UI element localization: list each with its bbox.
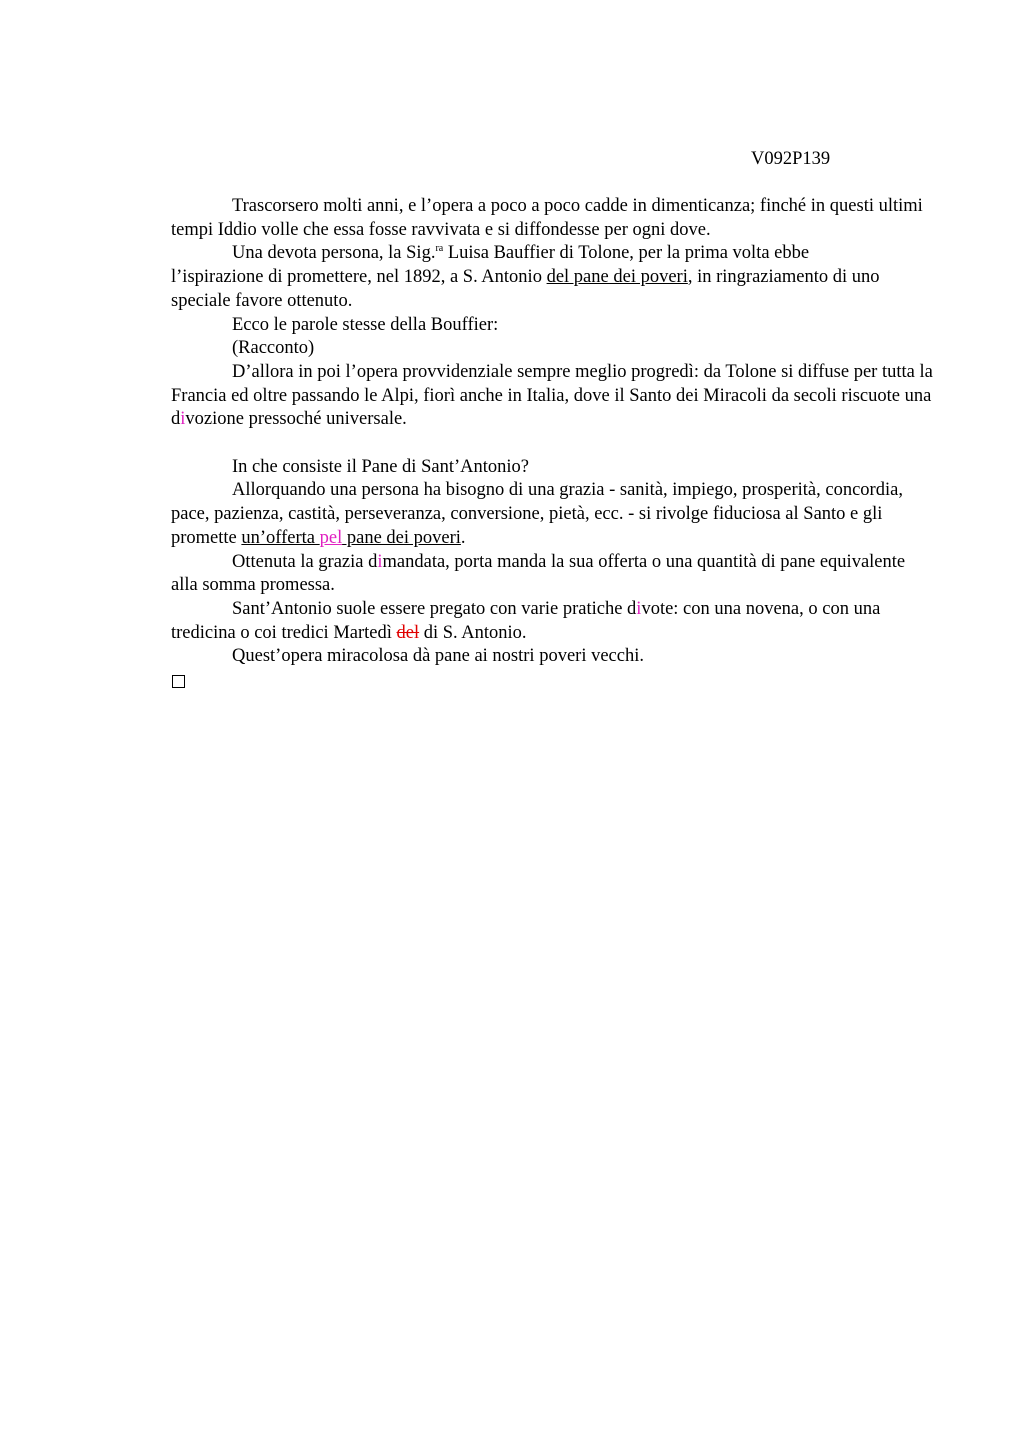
paragraph-9 [171,598,936,645]
paragraph-5-text-a: D’allora in poi l’opera provvidenziale sempre meglio progredì: da Tolone si diffuse per tutta la Francia ed oltre passando le Alpi, fiorì anche in Italia, dove il Santo dei Miracoli da secoli riscuote una d [171,361,933,430]
paragraph-2 [171,242,936,313]
blank-line [171,432,936,456]
paragraph-8-text-b: mandata, porta manda la sua offerta o una quantità di pane equivalente alla somma promessa. [171,551,906,596]
insertion-mark: i [180,409,186,430]
underlined-offerta-text: un’offerta [241,527,320,548]
underlined-offerta [241,528,461,548]
paragraph-9-text-a: Sant’Antonio suole essere pregato con varie pratiche d [232,598,637,619]
superscript-ra: ra [435,243,444,255]
paragraph-10: Quest’opera miracolosa dà pane ai nostri poveri vecchi. [232,646,644,667]
paragraph-7-text-a: Allorquando una persona ha bisogno di una grazia - sanità, impiego, prosperità, concordia, pace, pazienza, castità, perseveranza, conversione, pietà, ecc. - si rivolge fiduciosa al Santo e gli promette [171,480,903,548]
paragraph-8 [171,551,936,598]
document-body [171,195,936,688]
paragraph-3: Ecco le parole stesse della Bouffier: [232,314,499,335]
underlined-pane-text: pane dei poveri [342,527,461,548]
deletion-del: del [396,622,420,643]
page-identifier: V092P139 [751,149,831,169]
insertion-mark: i [636,598,642,619]
paragraph-4: (Racconto) [232,338,315,359]
paragraph-8-text-a: Ottenuta la grazia d [232,551,378,572]
paragraph-2-text-c: , in ringraziamento di uno speciale favore ottenuto. [171,267,880,311]
insertion-pel: pel [319,527,343,548]
underlined-pane-dei-poveri: del pane dei poveri [546,267,688,288]
paragraph-5 [171,361,936,432]
insertion-mark: i [377,551,383,572]
paragraph-6-question: In che consiste il Pane di Sant’Antonio? [232,456,529,477]
checkbox-square-icon [172,675,185,688]
paragraph-2-text-a: Una devota persona, la Sig. [232,243,436,264]
paragraph-9-text-c: di S. Antonio. [419,622,527,643]
paragraph-7 [171,479,936,550]
paragraph-1: Trascorsero molti anni, e l’opera a poco a poco cadde in dimenticanza; finché in questi ultimi tempi Iddio volle che essa fosse ravvivata e si diffondesse per ogni dove. [171,196,923,240]
paragraph-7-text-b: . [460,527,466,548]
paragraph-9-text-b: vote: con una novena, o con una tredicina o coi tredici Martedì [171,598,881,643]
paragraph-5-text-b: vozione pressoché universale. [185,409,407,430]
paragraph-2-text-b: Luisa Bauffier di Tolone, per la prima volta ebbe l’ispirazione di promettere, nel 1892, a S. Antonio [171,243,810,288]
